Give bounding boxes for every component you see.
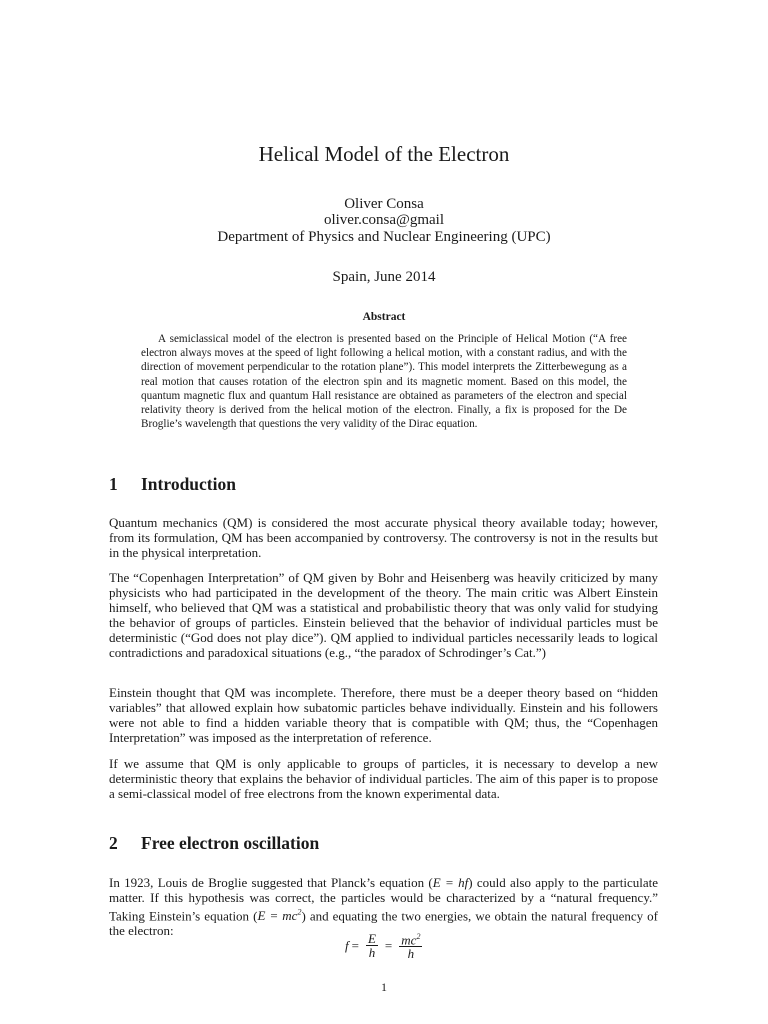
paper-title: Helical Model of the Electron bbox=[258, 142, 510, 166]
section-number: 2 bbox=[109, 833, 118, 853]
abstract-heading: Abstract bbox=[362, 311, 406, 323]
paragraph: Quantum mechanics (QM) is considered the most accurate physical theory available today; however, from its formulation, QM has been accompanied by controversy. The controversy is not in the results but in the physical interpretation. bbox=[109, 515, 658, 560]
equals-sign: = bbox=[351, 937, 359, 953]
numerator-base: mc bbox=[401, 932, 417, 948]
page-number: 1 bbox=[381, 980, 387, 994]
paragraph-text: In 1923, Louis de Broglie suggested that Planck’s equation ( bbox=[109, 875, 433, 890]
equation-lhs: f bbox=[345, 937, 349, 953]
author-affiliation: Department of Physics and Nuclear Engineering (UPC) bbox=[217, 229, 551, 245]
inline-equation: E = hf bbox=[432, 875, 469, 890]
inline-equation-base: E = mc bbox=[257, 908, 298, 924]
numerator bbox=[399, 930, 422, 947]
paragraph: The “Copenhagen Interpretation” of QM given by Bohr and Heisenberg was heavily criticized by many physicists who had participated in the development of the theory. The main critic was Albert Einstein himself, who believed that QM was a statistical and probabilistic theory that was only valid for studying the behavior of groups of particles. Einstein believed that the behavior of individual particles must be deterministic (“God does not play dice”). QM applied to individual particles necessarily leads to logical contradictions and paradoxical situations (e.g., “the paradox of Schrodinger’s Cat.”) bbox=[109, 570, 658, 660]
fraction bbox=[366, 932, 378, 960]
numerator-exponent: 2 bbox=[416, 932, 421, 941]
paragraph-text: ) could also apply to the particulate matter. If this hypothesis was correct, the particles would be characterized by a “natural frequency.” Taking Einstein’s equation ( bbox=[109, 875, 658, 924]
numerator: E bbox=[367, 930, 376, 946]
inline-equation bbox=[257, 908, 301, 923]
paragraph: Einstein thought that QM was incomplete. Therefore, there must be a deeper theory based on “hidden variables” that allowed explain how subatomic particles behave individually. Einstein and his followers were not able to find a hidden variable theory that is compatible with QM; thus, the “Copenhagen Interpretation” was imposed as the interpretation of reference. bbox=[109, 685, 658, 745]
abstract-text: A semiclassical model of the electron is presented based on the Principle of Helical Motion (“A free electron always moves at the speed of light following a helical motion, with a constant radius, and with the direction of movement perpendicular to the rotation plane”). This model interprets the Zitterbewegung as a real motion that causes rotation of the electron spin and its magnetic moment. Based on this model, the quantum magnetic flux and quantum Hall resistance are obtained as parameters of the electron and special relativity theory is derived from the helical motion of the electron. Finally, a fix is proposed for the De Broglie’s wavelength that questions the very validity of the Dirac equation. bbox=[141, 333, 627, 431]
equation-natural-frequency bbox=[345, 930, 426, 961]
author-name: Oliver Consa bbox=[344, 196, 424, 212]
equals-sign: = bbox=[384, 937, 393, 953]
paragraph-text: ) and equating the two energies, we obtain the natural frequency of the electron: bbox=[109, 908, 659, 939]
section-heading-free-electron-oscillation bbox=[109, 833, 319, 854]
paper-date: Spain, June 2014 bbox=[332, 269, 436, 285]
section-heading-introduction bbox=[109, 474, 236, 495]
inline-equation-exponent: 2 bbox=[297, 907, 302, 917]
fraction bbox=[399, 930, 422, 961]
section-title: Free electron oscillation bbox=[141, 833, 320, 853]
denominator: h bbox=[368, 944, 376, 960]
author-email: oliver.consa@gmail bbox=[323, 212, 445, 228]
paragraph: If we assume that QM is only applicable to groups of particles, it is necessary to develop a new deterministic theory that explains the behavior of individual particles. The aim of this paper is to propose a semi-classical model of free electrons from the known experimental data. bbox=[109, 756, 658, 801]
section-number: 1 bbox=[109, 474, 118, 494]
denominator: h bbox=[407, 946, 415, 962]
section-title: Introduction bbox=[141, 474, 236, 494]
